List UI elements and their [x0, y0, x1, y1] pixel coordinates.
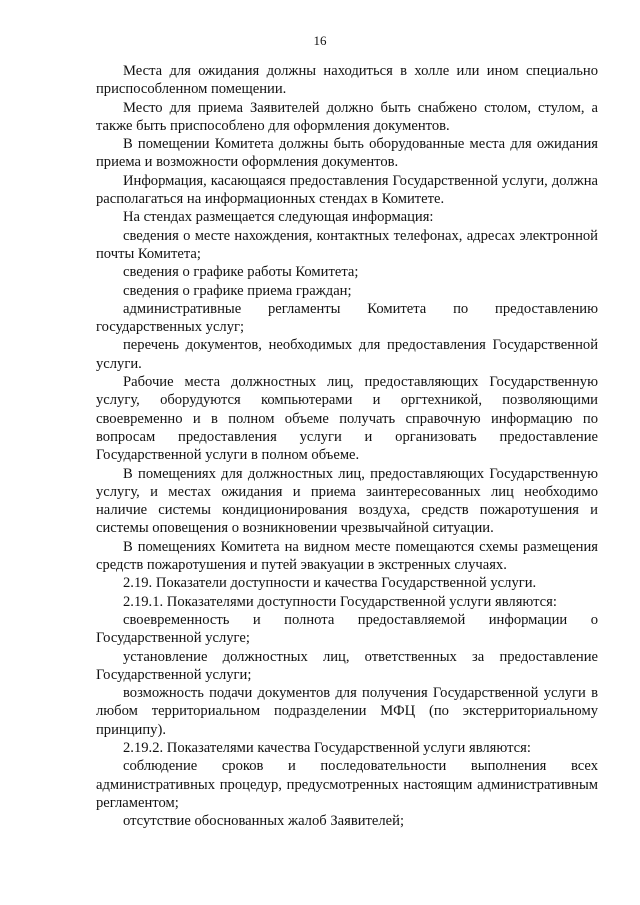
paragraph: соблюдение сроков и последовательности выполнения всех административных процедур, предусмотренных настоящим административным регламентом; — [96, 758, 598, 811]
paragraph: установление должностных лиц, ответственных за предоставление Государственной услуги; — [96, 648, 598, 683]
paragraph: В помещениях Комитета на видном месте помещаются схемы размещения средств пожаротушения и путей эвакуации в экстренных случаях. — [96, 538, 598, 574]
paragraph: 2.19.2. Показателями качества Государственной услуги являются: — [123, 739, 531, 756]
paragraph: В помещениях для должностных лиц, предоставляющих Государственную услугу, и местах ожидания и приема заинтересованных лиц необходимо наличие системы кондиционирования воздуха, средств пожаротушения и системы оповещения о возникновении чрезвычайной ситуации. — [96, 465, 598, 537]
paragraph: возможность подачи документов для получения Государственной услуги в любом территориальном подразделении МФЦ (по экстерриториальному принципу). — [96, 685, 598, 738]
paragraph: своевременность и полнота предоставляемой информации о Государственной услуге; — [96, 611, 598, 647]
paragraph: сведения о графике приема граждан; — [123, 282, 352, 299]
page-number: 16 — [313, 33, 327, 48]
paragraph: 2.19.1. Показателями доступности Государственной услуги являются: — [123, 593, 557, 610]
paragraph: 2.19. Показатели доступности и качества Государственной услуги. — [123, 575, 537, 592]
paragraph: перечень документов, необходимых для предоставления Государственной услуги. — [96, 337, 598, 372]
paragraph: административные регламенты Комитета по предоставлению государственных услуг; — [96, 300, 598, 336]
document-body — [96, 62, 598, 830]
paragraph: Места для ожидания должны находиться в холле или ином специально приспособленном помещении. — [96, 63, 598, 98]
paragraph: сведения о графике работы Комитета; — [123, 264, 359, 281]
paragraph: Рабочие места должностных лиц, предоставляющих Государственную услугу, оборудуются компьютерами и оргтехникой, позволяющими своевременно и в полном объеме получать справочную информацию по вопросам предоставления услуги и организовать предоставление Государственной услуги в полном объеме. — [96, 374, 598, 464]
paragraph: Информация, касающаяся предоставления Государственной услуги, должна располагаться на информационных стендах в Комитете. — [96, 172, 598, 208]
paragraph: На стендах размещается следующая информация: — [123, 209, 434, 226]
paragraph: Место для приема Заявителей должно быть снабжено столом, стулом, а также быть приспособлено для оформления документов. — [96, 99, 598, 134]
paragraph: отсутствие обоснованных жалоб Заявителей; — [123, 813, 405, 830]
paragraph: сведения о месте нахождения, контактных телефонах, адресах электронной почты Комитета; — [96, 227, 598, 262]
paragraph: В помещении Комитета должны быть оборудованные места для ожидания приема и возможности оформления документов. — [96, 136, 598, 171]
